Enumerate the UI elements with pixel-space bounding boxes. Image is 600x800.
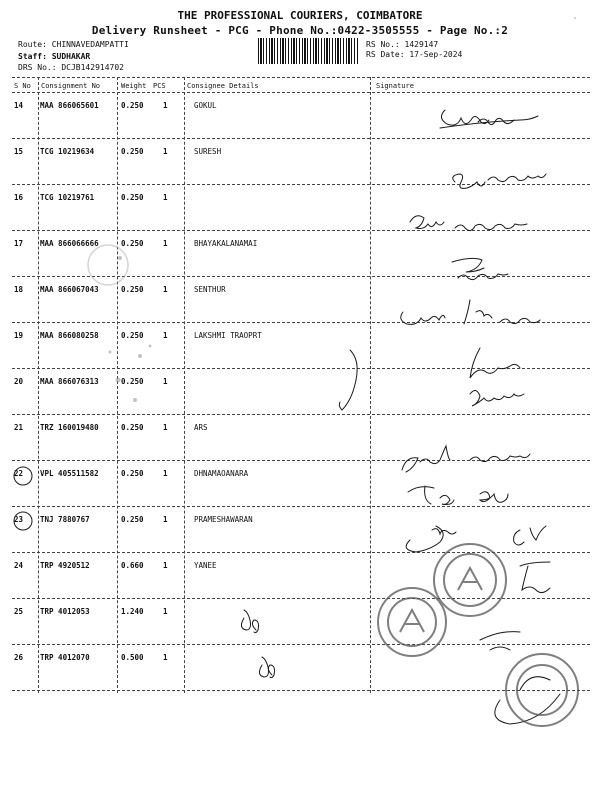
company-title: THE PROFESSIONAL COURIERS, COIMBATORE <box>177 9 423 22</box>
row-sno: 21 <box>14 423 24 432</box>
row-consignee: LAKSHMI TRAOPRT <box>194 331 262 340</box>
col-header-signature: Signature <box>376 82 414 90</box>
row-weight: 0.250 <box>121 469 144 478</box>
row-circle-mark <box>14 512 32 530</box>
row-pcs: 1 <box>163 423 168 432</box>
row-weight: 0.250 <box>121 285 144 294</box>
signature-mark <box>480 492 508 503</box>
signature-mark <box>514 526 546 545</box>
row-consignment-no: TRP 4012053 <box>40 607 90 616</box>
row-pcs: 1 <box>163 193 168 202</box>
row-pcs: 1 <box>163 515 168 524</box>
row-consignment-no: TCG 10219634 <box>40 147 95 156</box>
signature-mark <box>520 562 550 593</box>
row-pcs: 1 <box>163 377 168 386</box>
signature-mark <box>495 677 560 724</box>
col-header-consignment: Consignment No <box>41 82 101 90</box>
signature-mark <box>339 350 357 410</box>
row-weight: 0.250 <box>121 193 144 202</box>
signature-mark <box>402 446 530 472</box>
signature-mark <box>410 216 527 231</box>
row-sno: 15 <box>14 147 24 156</box>
row-weight: 0.250 <box>121 331 144 340</box>
row-consignee: DHNAMAOANARA <box>194 469 249 478</box>
row-consignment-no: MAA 866080258 <box>40 331 99 340</box>
row-consignment-no: TRP 4920512 <box>40 561 90 570</box>
faded-stamp <box>88 245 128 285</box>
row-consignment-no: VPL 405511582 <box>40 469 99 478</box>
col-header-sno: S No <box>14 82 31 90</box>
row-weight: 0.250 <box>121 515 144 524</box>
row-consignment-no: TCG 10219761 <box>40 193 95 202</box>
row-consignee: YANEE <box>194 561 217 570</box>
row-pcs: 1 <box>163 101 168 110</box>
row-pcs: 1 <box>163 285 168 294</box>
signature-mark <box>452 258 508 279</box>
signature-mark <box>480 632 520 650</box>
row-pcs: 1 <box>163 239 168 248</box>
row-pcs: 1 <box>163 561 168 570</box>
row-consignment-no: MAA 866076313 <box>40 377 99 386</box>
row-weight: 0.250 <box>121 147 144 156</box>
row-pcs: 1 <box>163 331 168 340</box>
signature-mark <box>241 610 258 633</box>
rs-date-label: RS Date: 17-Sep-2024 <box>366 50 463 59</box>
signature-mark <box>453 174 546 188</box>
row-consignee: BHAYAKALANAMAI <box>194 239 258 248</box>
row-consignment-no: MAA 866065601 <box>40 101 99 110</box>
col-header-pcs: PCS <box>153 82 166 90</box>
row-consignment-no: TRP 4012070 <box>40 653 90 662</box>
row-weight: 0.250 <box>121 239 144 248</box>
signature-mark <box>440 110 538 128</box>
signature-mark <box>470 390 524 406</box>
drs-label: DRS No.: DCJB142914702 <box>18 63 124 72</box>
row-sno: 19 <box>14 331 24 340</box>
row-weight: 0.250 <box>121 423 144 432</box>
row-consignment-no: MAA 866067043 <box>40 285 99 294</box>
row-pcs: 1 <box>163 607 168 616</box>
rs-no-label: RS No.: 1429147 <box>366 40 439 49</box>
row-sno: 26 <box>14 653 24 662</box>
signature-mark <box>401 300 540 324</box>
row-sno: 17 <box>14 239 24 248</box>
row-consignment-no: TNJ 7880767 <box>40 515 90 524</box>
route-label: Route: CHINNAVEDAMPATTI <box>18 40 129 49</box>
signature-mark <box>470 348 520 378</box>
row-circle-mark <box>14 467 32 485</box>
row-sno: 25 <box>14 607 24 616</box>
row-consignment-no: TRZ 160019480 <box>40 423 99 432</box>
col-header-consignee: Consignee Details <box>187 82 259 90</box>
row-sno: 14 <box>14 101 24 110</box>
signature-mark <box>259 657 274 678</box>
row-consignee: GOKUL <box>194 101 217 110</box>
row-consignment-no: MAA 866066666 <box>40 239 99 248</box>
row-consignee: SURESH <box>194 147 222 156</box>
row-sno: 22 <box>14 469 24 478</box>
row-sno: 18 <box>14 285 24 294</box>
row-sno: 16 <box>14 193 24 202</box>
row-weight: 1.240 <box>121 607 144 616</box>
signature-mark <box>408 486 454 505</box>
col-header-weight: Weight <box>121 82 147 90</box>
row-weight: 0.500 <box>121 653 144 662</box>
row-weight: 0.250 <box>121 377 144 386</box>
row-sno: 24 <box>14 561 24 570</box>
row-sno: 20 <box>14 377 24 386</box>
row-consignee: ARS <box>194 423 208 432</box>
row-weight: 0.250 <box>121 101 144 110</box>
row-sno: 23 <box>14 515 24 524</box>
row-pcs: 1 <box>163 653 168 662</box>
runsheet-subtitle: Delivery Runsheet - PCG - Phone No.:0422-3505555 - Page No.:2 <box>91 24 509 37</box>
signature-mark <box>406 526 456 552</box>
row-weight: 0.660 <box>121 561 144 570</box>
row-pcs: 1 <box>163 469 168 478</box>
row-consignee: PRAMESHAWARAN <box>194 515 253 524</box>
ink-smudge <box>118 256 122 260</box>
row-pcs: 1 <box>163 147 168 156</box>
row-consignee: SENTHUR <box>194 285 226 294</box>
staff-label: Staff: SUDHAKAR <box>18 52 91 61</box>
